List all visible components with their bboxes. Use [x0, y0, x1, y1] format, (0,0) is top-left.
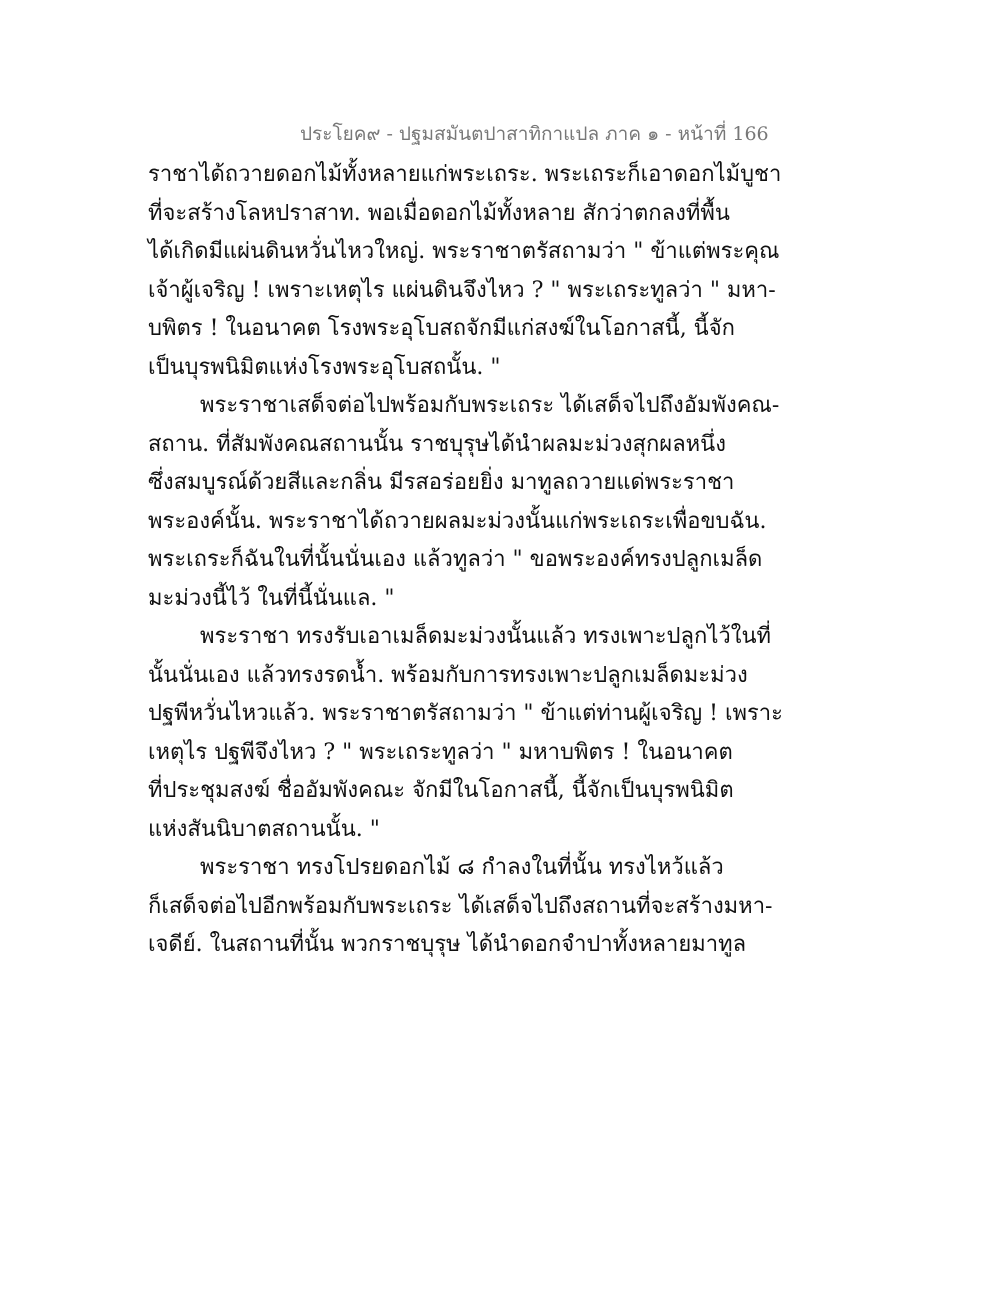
- text-line: เจ้าผู้เจริญ ! เพราะเหตุไร แผ่นดินจึงไหว ? " พระเถระทูลว่า " มหา-: [148, 277, 776, 303]
- body-text: [148, 156, 783, 965]
- text-line: ปฐพีหวั่นไหวแล้ว. พระราชาตรัสถามว่า " ข้าแต่ท่านผู้เจริญ ! เพราะ: [148, 701, 783, 726]
- paragraph-first-line: พระราชา ทรงรับเอาเมล็ดมะม่วงนั้นแล้ว ทรงเพาะปลูกไว้ในที่: [200, 624, 772, 649]
- text-line: ก็เสด็จต่อไปอีกพร้อมกับพระเถระ ได้เสด็จไปถึงสถานที่จะสร้างมหา-: [148, 893, 773, 919]
- paragraph-first-line: พระราชาเสด็จต่อไปพร้อมกับพระเถระ ได้เสด็จไปถึงอัมพังคณ-: [200, 393, 780, 418]
- text-line: เหตุไร ปฐพีจึงไหว ? " พระเถระทูลว่า " มหาบพิตร ! ในอนาคต: [148, 739, 733, 765]
- text-line: นั้นนั่นเอง แล้วทรงรดน้ำ. พร้อมกับการทรงเพาะปลูกเมล็ดมะม่วง: [148, 662, 748, 688]
- text-line: สถาน. ที่สัมพังคณสถานนั้น ราชบุรุษได้นำผลมะม่วงสุกผลหนึ่ง: [148, 431, 726, 457]
- text-line: ซึ่งสมบูรณ์ด้วยสีและกลิ่น มีรสอร่อยยิ่ง มาทูลถวายแด่พระราชา: [148, 470, 735, 495]
- text-line: ได้เกิดมีแผ่นดินหวั่นไหวใหญ่. พระราชาตรัสถามว่า " ข้าแต่พระคุณ: [148, 239, 780, 264]
- text-line: แห่งสันนิบาตสถานนั้น. ": [148, 816, 380, 842]
- text-line: เจดีย์. ในสถานที่นั้น พวกราชบุรุษ ได้นำดอกจำปาทั้งหลายมาทูล: [148, 932, 747, 957]
- text-line: เป็นบุรพนิมิตแห่งโรงพระอุโบสถนั้น. ": [148, 354, 501, 380]
- running-header: ประโยค๙ - ปฐมสมันตปาสาทิกาแปล ภาค ๑ - หน้าที่ 166: [300, 123, 769, 145]
- text-line: มะม่วงนี้ไว้ ในที่นี้นั่นแล. ": [148, 585, 395, 611]
- text-line: ราชาได้ถวายดอกไม้ทั้งหลายแก่พระเถระ. พระเถระก็เอาดอกไม้บูชา: [148, 162, 782, 187]
- paragraph-first-line: พระราชา ทรงโปรยดอกไม้ ๘ กำลงในที่นั้น ทรงไหว้แล้ว: [200, 855, 724, 880]
- text-line: ที่ประชุมสงฆ์ ชื่ออัมพังคณะ จักมีในโอกาสนี้, นี้จักเป็นบุรพนิมิต: [148, 778, 734, 803]
- text-line: บพิตร ! ในอนาคต โรงพระอุโบสถจักมีแก่สงฆ์ในโอกาสนี้, นี้จัก: [148, 316, 735, 341]
- text-line: ที่จะสร้างโลหปราสาท. พอเมื่อดอกไม้ทั้งหลาย สักว่าตกลงที่พื้น: [148, 200, 730, 226]
- text-line: พระองค์นั้น. พระราชาได้ถวายผลมะม่วงนั้นแก่พระเถระเพื่อขบฉัน.: [148, 508, 767, 534]
- text-line: พระเถระก็ฉันในที่นั้นนั่นเอง แล้วทูลว่า " ขอพระองค์ทรงปลูกเมล็ด: [148, 547, 763, 572]
